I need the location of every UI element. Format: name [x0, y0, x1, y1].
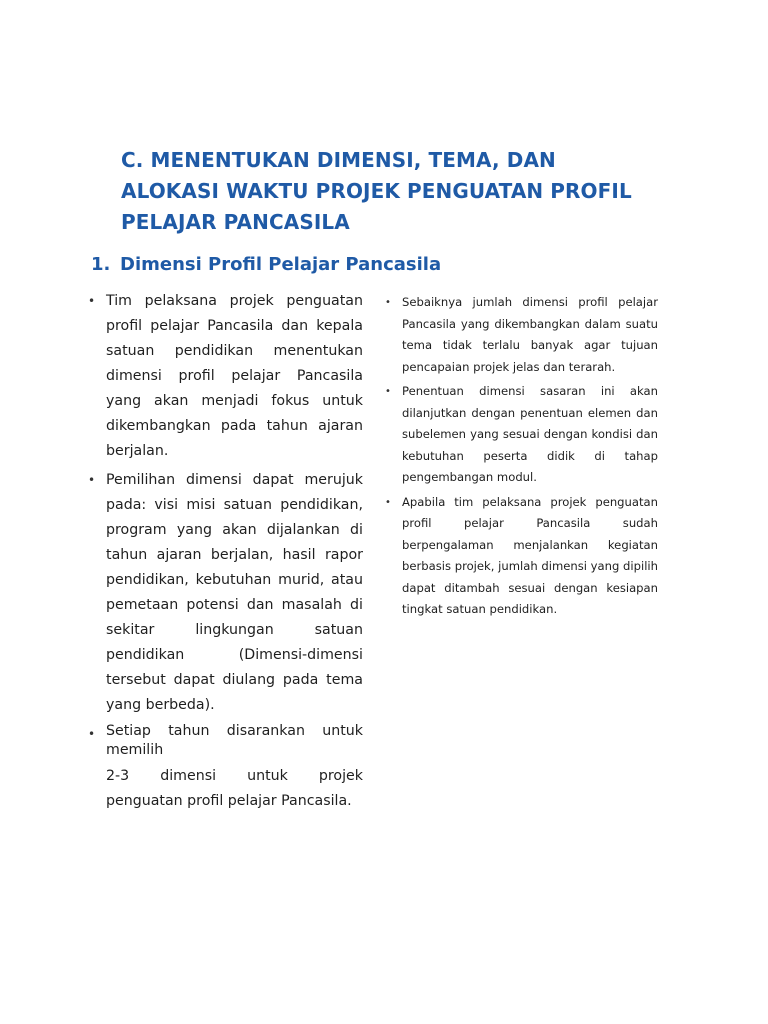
list-item-text: Apabila tim pelaksana projek penguatan profil pelajar Pancasila sudah berpengalaman menjalankan kegiatan berbasis projek, jumlah dimensi yang dipilih dapat ditambah sesuai dengan kesiapan tingkat satuan pendidikan.	[402, 494, 658, 616]
right-column-list	[385, 292, 658, 624]
section-title-line-3: PELAJAR PANCASILA	[121, 210, 350, 234]
bullet-icon: •	[385, 297, 391, 308]
bullet-icon: •	[88, 727, 96, 741]
section-title	[121, 145, 681, 238]
bullet-icon: •	[88, 473, 96, 487]
list-item-line-1: Setiap tahun disarankan untuk	[106, 723, 363, 739]
list-item	[88, 722, 363, 814]
list-item	[88, 289, 363, 464]
list-item	[385, 381, 658, 489]
list-item-text: Sebaiknya jumlah dimensi profil pelajar Pancasila yang dikembangkan dalam suatu tema tidak terlalu banyak agar tujuan pencapaian projek jelas dan terarah.	[402, 295, 658, 374]
list-item	[88, 468, 363, 718]
left-column-list	[88, 289, 363, 818]
list-item-line-4: penguatan profil pelajar Pancasila.	[106, 793, 352, 809]
list-item	[385, 292, 658, 378]
list-item	[385, 492, 658, 621]
bullet-icon: •	[385, 386, 391, 397]
list-item-text: Tim pelaksana projek penguatan profil pelajar Pancasila dan kepala satuan pendidikan menentukan dimensi profil pelajar Pancasila yang akan menjadi fokus untuk dikembangkan pada tahun ajaran berjalan.	[106, 293, 363, 459]
bullet-icon: •	[385, 496, 391, 508]
list-item-line-2: memilih	[106, 742, 164, 758]
subheading-number: 1.	[91, 254, 111, 275]
bullet-icon: •	[88, 294, 96, 308]
section-title-line-1: C. MENENTUKAN DIMENSI, TEMA, DAN	[121, 148, 556, 172]
section-title-line-2: ALOKASI WAKTU PROJEK PENGUATAN PROFIL	[121, 179, 632, 203]
list-item-text: Pemilihan dimensi dapat merujuk pada: visi misi satuan pendidikan, program yang akan dijalankan di tahun ajaran berjalan, hasil rapor pendidikan, kebutuhan murid, atau pemetaan potensi dan masalah di sekitar lingkungan satuan pendidikan (Dimensi-dimensi tersebut dapat diulang pada tema yang berbeda).	[106, 472, 363, 713]
list-item-text: Penentuan dimensi sasaran ini akan dilanjutkan dengan penentuan elemen dan subelemen yang sesuai dengan kondisi dan kebutuhan peserta didik di tahap pengembangan modul.	[402, 384, 658, 484]
subheading-text: Dimensi Profil Pelajar Pancasila	[120, 254, 442, 275]
list-item-line-3: 2-3 dimensi untuk projek	[106, 768, 363, 784]
subheading	[91, 252, 651, 278]
